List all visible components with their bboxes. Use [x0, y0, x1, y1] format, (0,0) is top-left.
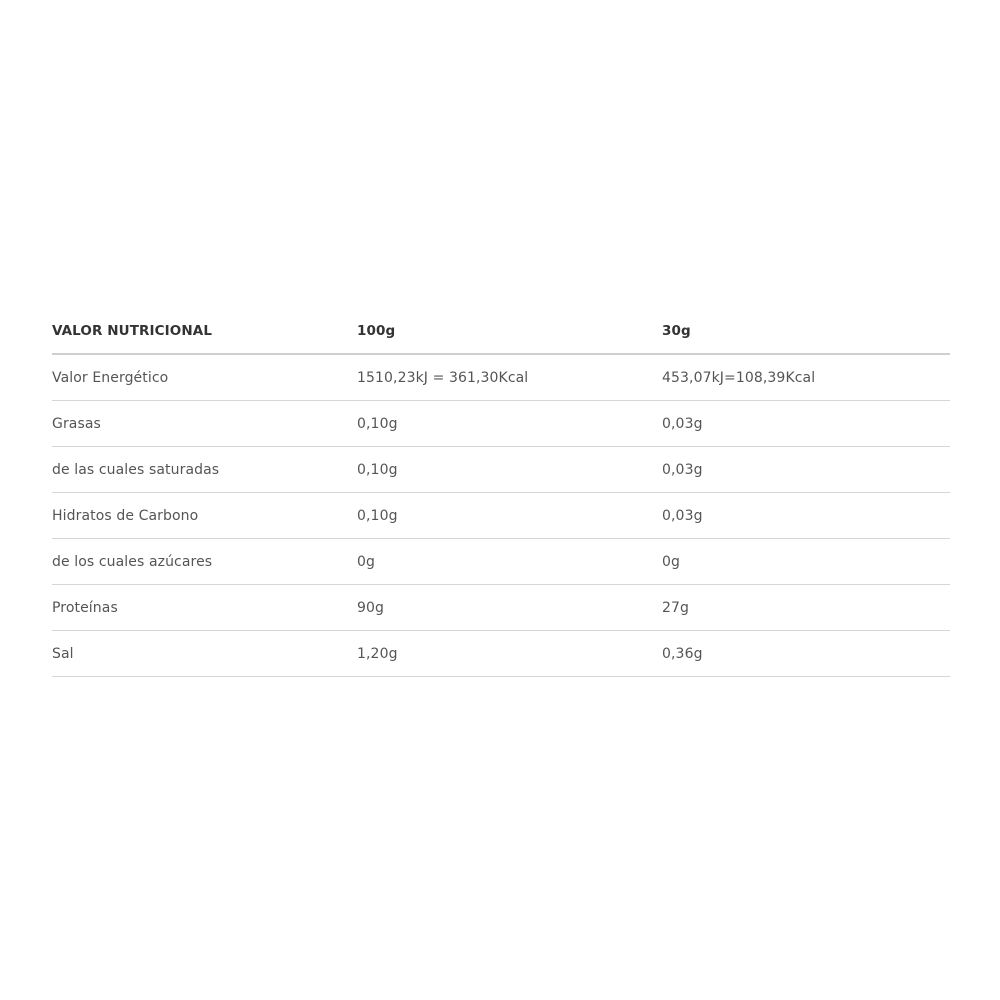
header-per-30g: 30g — [662, 308, 950, 354]
nutrient-name: Proteínas — [52, 585, 357, 631]
nutrient-name: de las cuales saturadas — [52, 447, 357, 493]
value-per-100g: 0g — [357, 539, 662, 585]
header-per-100g: 100g — [357, 308, 662, 354]
value-per-100g: 0,10g — [357, 401, 662, 447]
table-header-row — [52, 308, 950, 354]
value-per-30g: 0,36g — [662, 631, 950, 677]
value-per-30g: 453,07kJ=108,39Kcal — [662, 354, 950, 401]
value-per-30g: 0g — [662, 539, 950, 585]
nutrient-name: Hidratos de Carbono — [52, 493, 357, 539]
value-per-100g: 0,10g — [357, 447, 662, 493]
table-row — [52, 447, 950, 493]
value-per-30g: 0,03g — [662, 447, 950, 493]
value-per-30g: 0,03g — [662, 401, 950, 447]
value-per-30g: 27g — [662, 585, 950, 631]
table-row — [52, 493, 950, 539]
table-row — [52, 354, 950, 401]
nutrient-name: Valor Energético — [52, 354, 357, 401]
value-per-100g: 0,10g — [357, 493, 662, 539]
nutrient-name: Sal — [52, 631, 357, 677]
nutrition-table — [52, 308, 950, 677]
value-per-100g: 90g — [357, 585, 662, 631]
nutrient-name: de los cuales azúcares — [52, 539, 357, 585]
nutrient-name: Grasas — [52, 401, 357, 447]
header-nutrient: VALOR NUTRICIONAL — [52, 308, 357, 354]
value-per-100g: 1510,23kJ = 361,30Kcal — [357, 354, 662, 401]
value-per-30g: 0,03g — [662, 493, 950, 539]
table-row — [52, 585, 950, 631]
table-row — [52, 401, 950, 447]
table-row — [52, 631, 950, 677]
value-per-100g: 1,20g — [357, 631, 662, 677]
table-row — [52, 539, 950, 585]
